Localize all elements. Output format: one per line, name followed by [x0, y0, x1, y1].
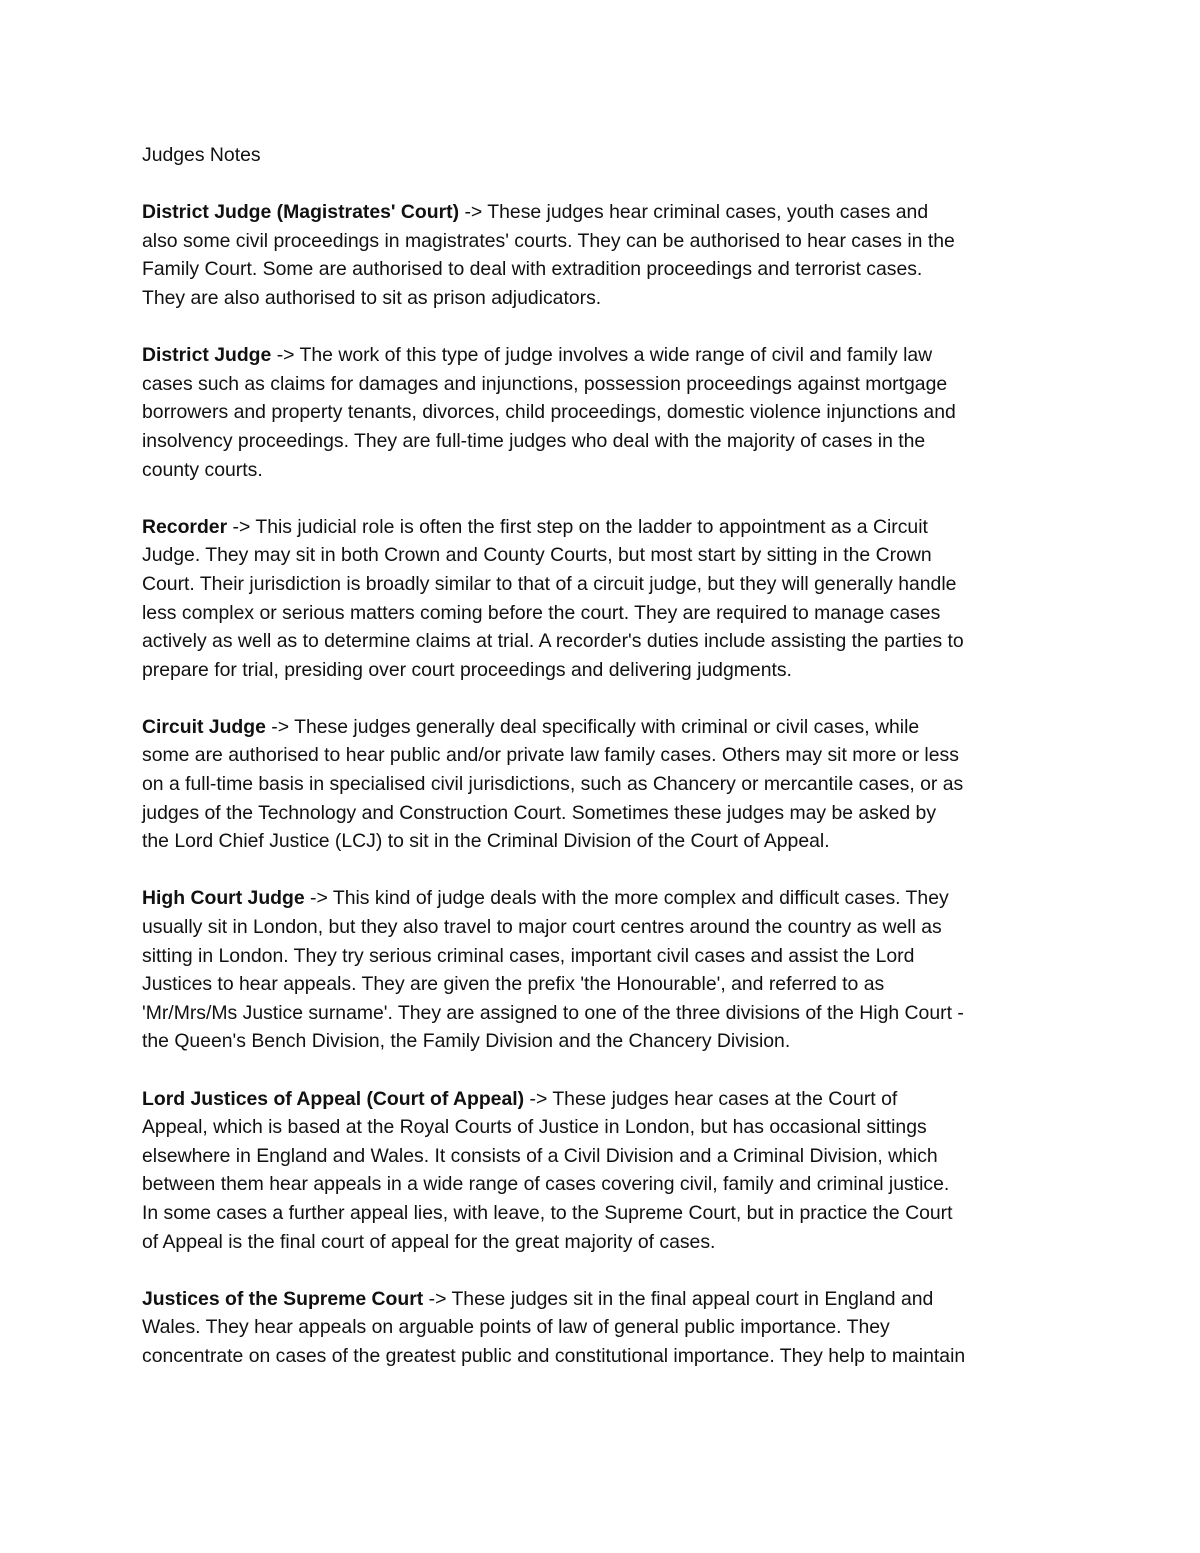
entry-recorder [142, 513, 1062, 685]
entry-term: Lord Justices of Appeal (Court of Appeal) [142, 1087, 525, 1110]
entry-text: The work of this type of judge involves a wide range of civil and family law cases such as claims for damages and injunctions, possession proceedings against mortgage borrowers and property tenants, divorces, child proceedings, domestic violence injunctions and insolvency proceedings. They are full-time judges who deal with the majority of cases in the county courts. [142, 344, 956, 481]
entry-justices-of-the-supreme-court [142, 1285, 1062, 1371]
entry-term: Recorder [142, 515, 228, 538]
entry-term: District Judge (Magistrates' Court) [142, 201, 460, 224]
arrow-separator: -> [232, 515, 251, 538]
arrow-separator: -> [276, 344, 295, 367]
entry-term: Justices of the Supreme Court [142, 1287, 424, 1310]
entry-text: These judges hear cases at the Court of Appeal, which is based at the Royal Courts of Justice in London, but has occasional sittings elsewhere in England and Wales. It consists of a Civil Division and a Criminal Division, which between them hear appeals in a wide range of cases covering civil, family and criminal justice. In some cases a further appeal lies, with leave, to the Supreme Court, but in practice the Court of Appeal is the final court of appeal for the great majority of cases. [142, 1087, 953, 1253]
entry-district-judge-magistrates [142, 198, 1062, 312]
entry-text: This kind of judge deals with the more complex and difficult cases. They usually sit in London, but they also travel to major court centres around the country as well as sitting in London. They try serious criminal cases, important civil cases and assist the Lord Justices to hear appeals. They are given the prefix 'the Honourable', and referred to as 'Mr/Mrs/Ms Justice surname'. They are assigned to one of the three divisions of the High Court - the Queen's Bench Division, the Family Division and the Chancery Division. [142, 887, 964, 1053]
entry-term: Circuit Judge [142, 715, 266, 738]
entry-term: High Court Judge [142, 887, 305, 910]
document-body [142, 141, 1062, 1399]
entry-district-judge [142, 341, 1062, 484]
arrow-separator: -> [464, 201, 483, 224]
arrow-separator: -> [310, 887, 328, 910]
entry-lord-justices-of-appeal [142, 1085, 1062, 1257]
entry-text: This judicial role is often the first step on the ladder to appointment as a Circuit Judge. They may sit in both Crown and County Courts, but most start by sitting in the Crown Court. Their jurisdiction is broadly similar to that of a circuit judge, but they will generally handle less complex or serious matters coming before the court. They are required to manage cases actively as well as to determine claims at trial. A recorder's duties include assisting the parties to prepare for trial, presiding over court proceedings and delivering judgments. [142, 515, 964, 681]
entry-circuit-judge [142, 713, 1062, 856]
document-title: Judges Notes [142, 144, 261, 166]
arrow-separator: -> [529, 1087, 548, 1110]
entry-text: These judges generally deal specifically with criminal or civil cases, while some are authorised to hear public and/or private law family cases. Others may sit more or less on a full-time basis in specialised civil jurisdictions, such as Chancery or mercantile cases, or as judges of the Technology and Construction Court. Sometimes these judges may be asked by the Lord Chief Justice (LCJ) to sit in the Criminal Division of the Court of Appeal. [142, 715, 964, 853]
entry-high-court-judge [142, 884, 1062, 1056]
arrow-separator: -> [271, 715, 290, 738]
entry-term: District Judge [142, 344, 272, 367]
entry-text: These judges sit in the final appeal court in England and Wales. They hear appeals on arguable points of law of general public importance. They concentrate on cases of the greatest public and constitutional importance. They help to maintain [142, 1287, 966, 1367]
arrow-separator: -> [428, 1287, 447, 1310]
entry-text: These judges hear criminal cases, youth cases and also some civil proceedings in magistrates' courts. They can be authorised to hear cases in the Family Court. Some are authorised to deal with extradition proceedings and terrorist cases. They are also authorised to sit as prison adjudicators. [142, 201, 955, 309]
